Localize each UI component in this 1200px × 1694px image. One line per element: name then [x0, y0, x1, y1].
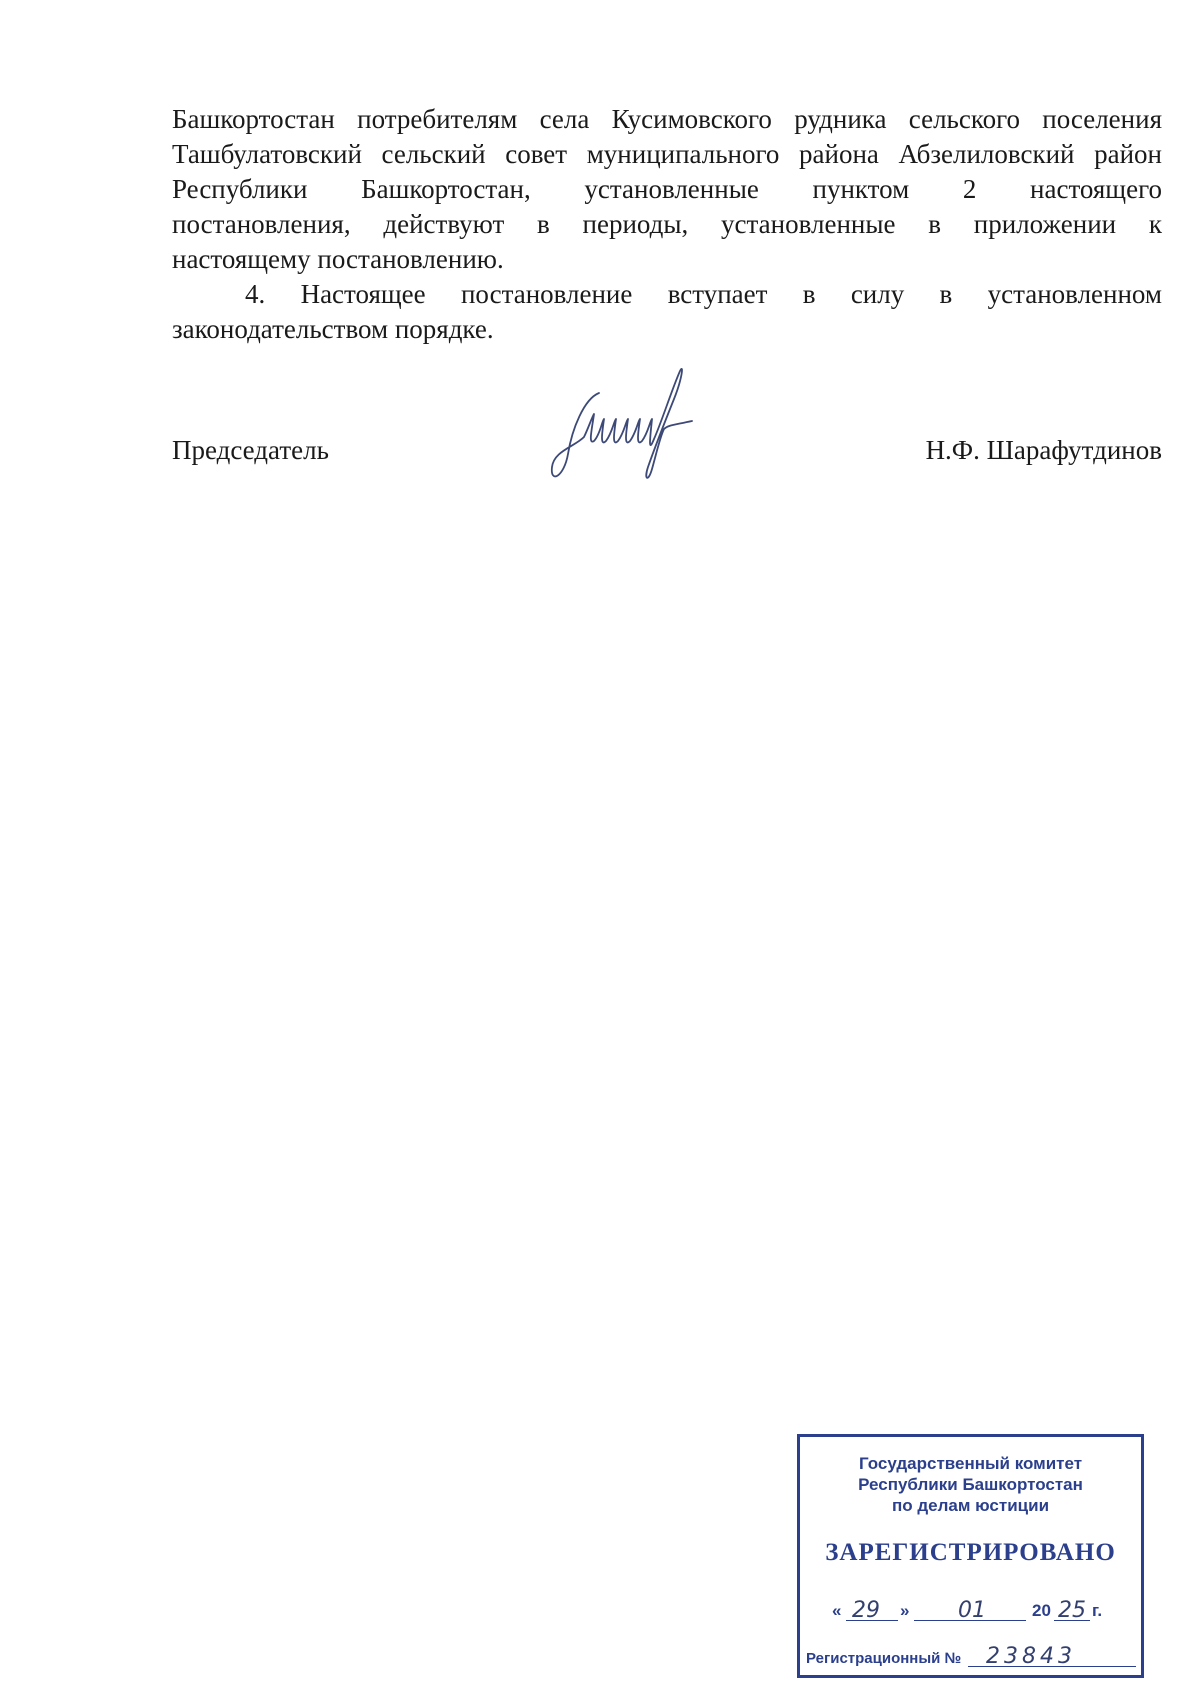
date-day: 29	[852, 1598, 880, 1623]
date-month: 01	[958, 1598, 986, 1623]
stamp-registration-row	[806, 1641, 1136, 1671]
text-line: 4. Настоящее постановление вступает в силу в установленном	[245, 279, 1162, 309]
stamp-date-row	[828, 1595, 1128, 1625]
stamp-org-line: Государственный комитет	[858, 1454, 1083, 1473]
text-line: Башкортостан потребителям села Кусимовского рудника сельского поселения	[172, 104, 1162, 134]
stamp-org-line: по делам юстиции	[891, 1496, 1050, 1515]
paragraph-1	[172, 102, 1162, 277]
date-open-quote: «	[832, 1601, 842, 1620]
registration-stamp	[797, 1434, 1144, 1678]
registration-number: 23843	[986, 1644, 1076, 1669]
text-line: законодательством порядке.	[172, 314, 494, 344]
date-close-quote: »	[900, 1601, 910, 1620]
handwritten-signature	[544, 359, 704, 509]
date-year-unit: г.	[1092, 1601, 1103, 1620]
signatory-title: Председатель	[172, 435, 329, 465]
stamp-org-line: Республики Башкортостан	[858, 1475, 1083, 1494]
stamp-organization	[800, 1453, 1141, 1516]
paragraph-2-effective-clause	[172, 277, 1162, 347]
registration-label: Регистрационный №	[806, 1650, 962, 1667]
stamp-status: ЗАРЕГИСТРИРОВАНО	[825, 1539, 1116, 1566]
text-line: настоящему постановлению.	[172, 244, 504, 274]
signatory-name: Н.Ф. Шарафутдинов	[925, 435, 1162, 465]
document-body	[172, 102, 1162, 347]
text-line: постановления, действуют в периоды, установленные в приложении к	[172, 209, 1162, 239]
text-line: Ташбулатовский сельский совет муниципального района Абзелиловский район	[172, 139, 1162, 169]
text-line: Республики Башкортостан, установленные пунктом 2 настоящего	[172, 174, 1162, 204]
date-year-prefix: 20	[1032, 1601, 1051, 1620]
date-year-suffix: 25	[1058, 1598, 1086, 1623]
